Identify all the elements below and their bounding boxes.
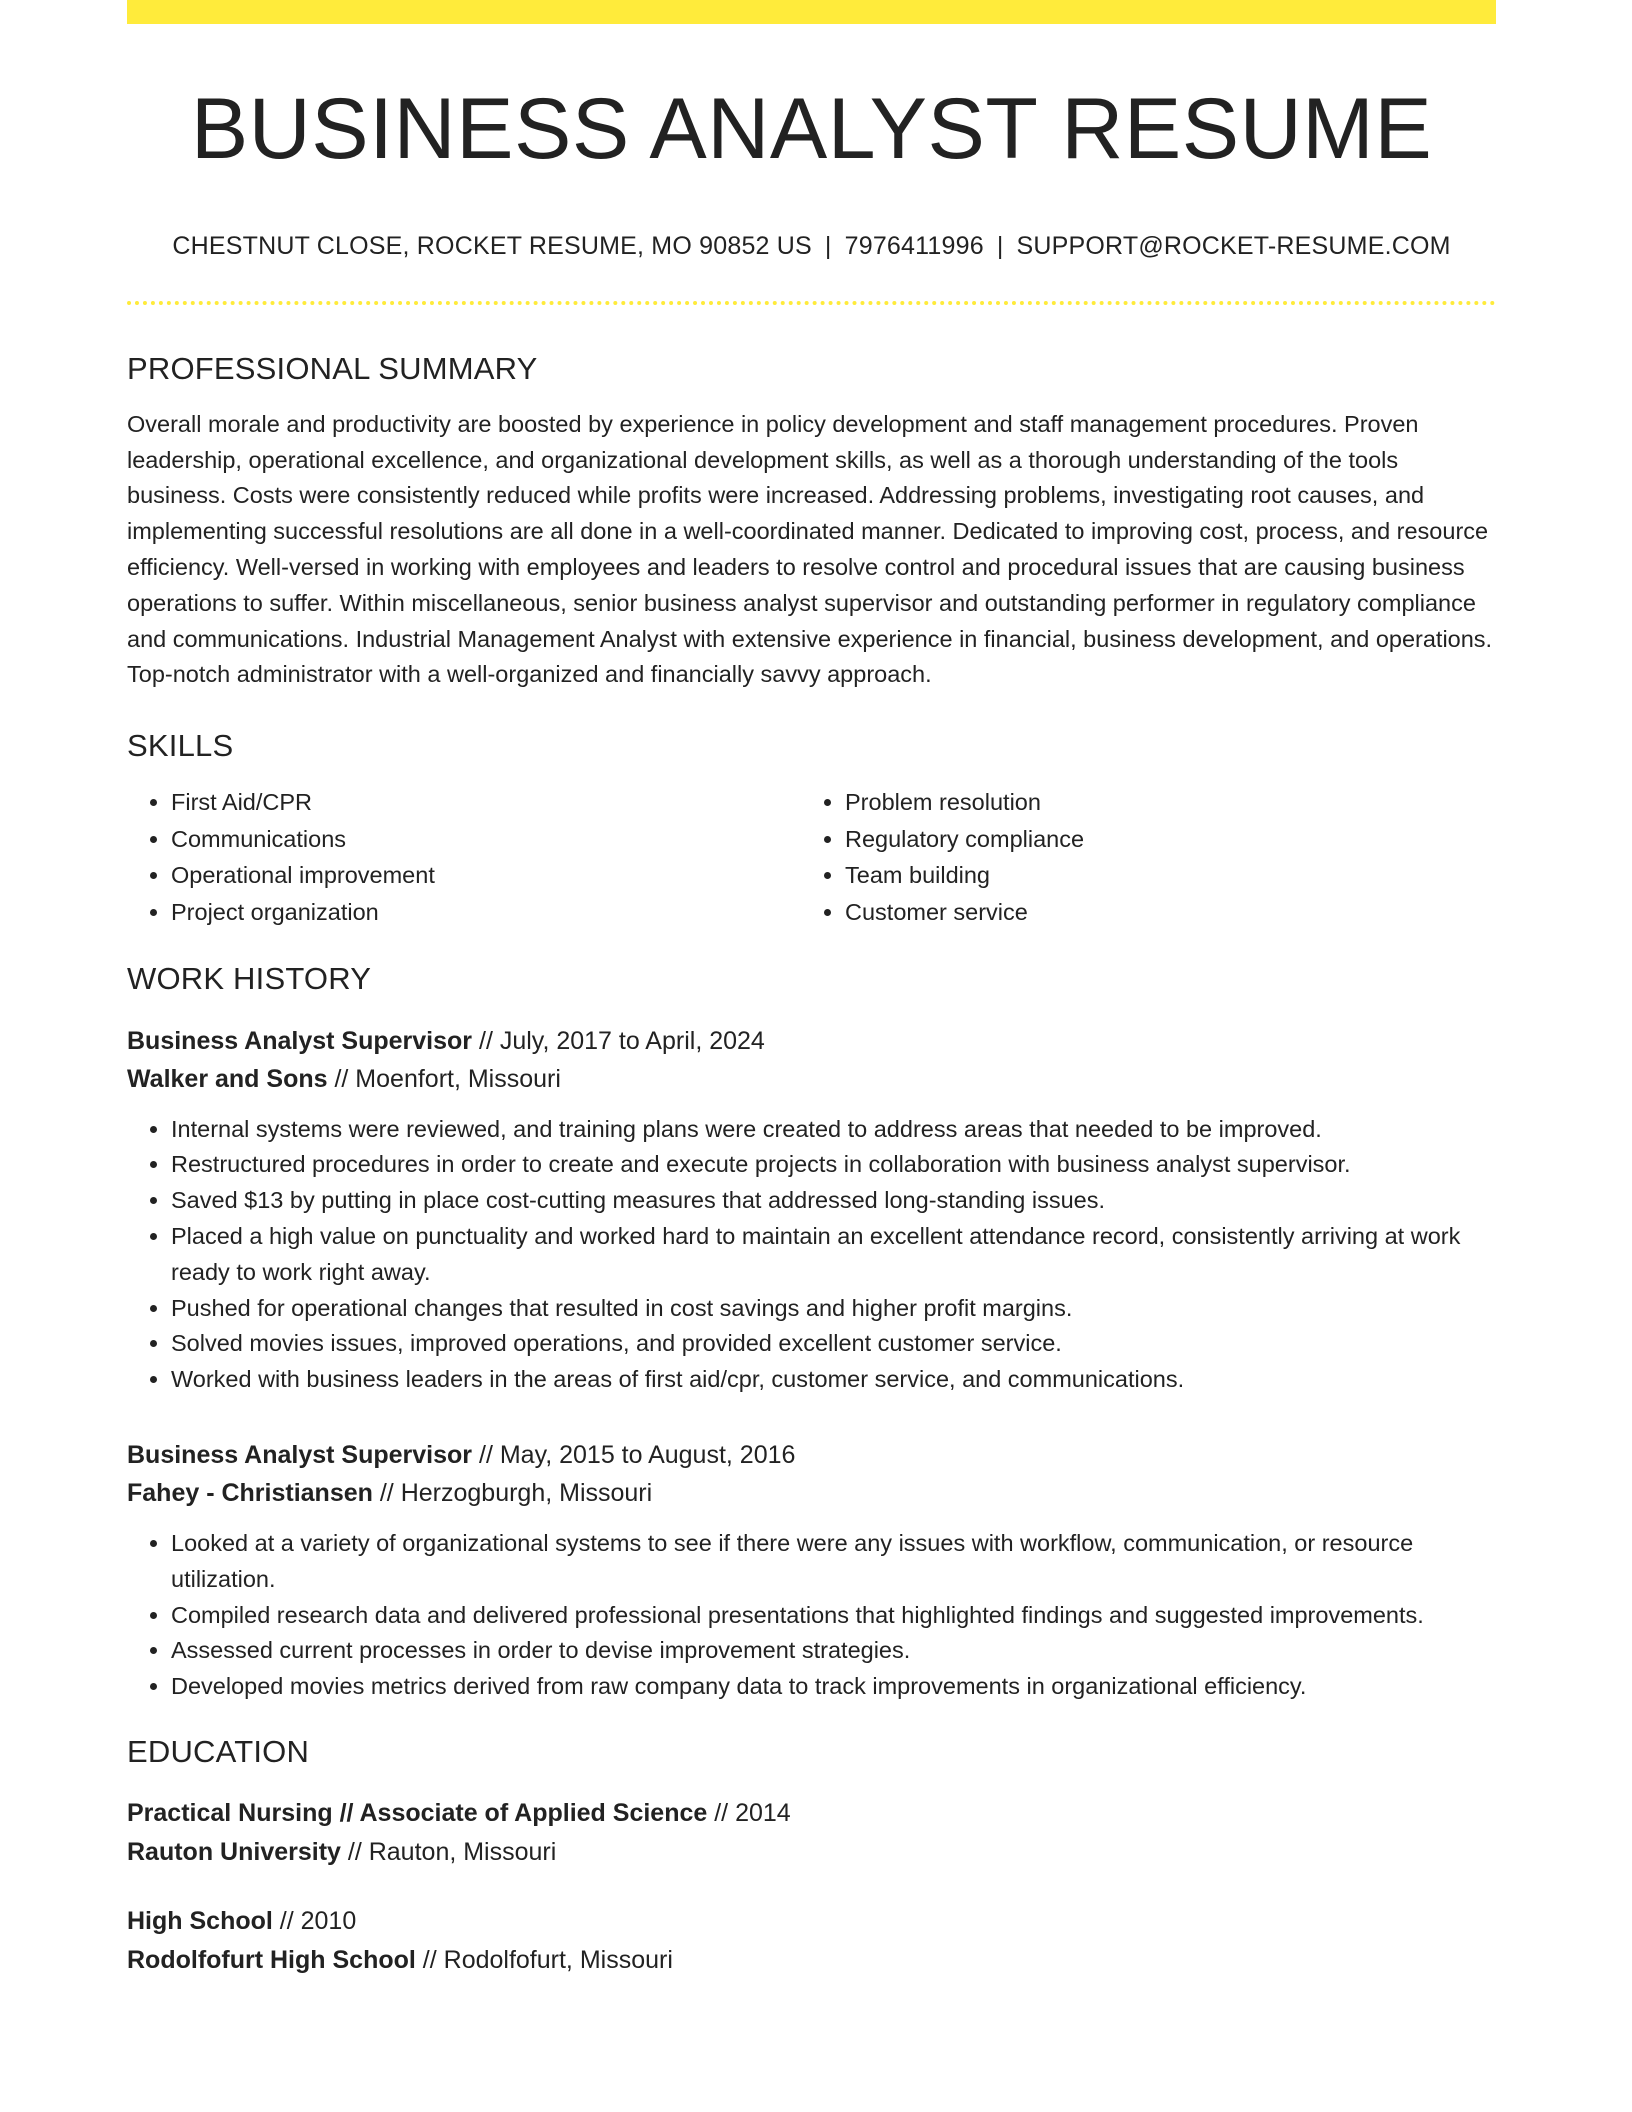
education-location: // Rodolfofurt, Missouri [422,1946,673,1975]
dotted-divider [127,301,1496,305]
contact-email[interactable]: SUPPORT@ROCKET-RESUME.COM [1016,231,1451,260]
job-bullet: • Compiled research data and delivered professional presentations that highlighted findings and suggested improvements. [171,1598,1496,1634]
job-company-line [127,1474,1496,1512]
skills-column-left [127,784,801,930]
education-school-line [127,1941,1496,1980]
skill-item: • Customer service [845,894,1475,931]
job-bullet: • Worked with business leaders in the areas of first aid/cpr, customer service, and communications. [171,1362,1496,1398]
job-bullet: • Internal systems were reviewed, and training plans were created to address areas that needed to be improved. [171,1112,1496,1148]
skill-item: • Project organization [171,894,801,931]
job-bullet: • Placed a high value on punctuality and worked hard to maintain an excellent attendance record, consistently arriving at work ready to work right away. [171,1219,1496,1291]
education-school: Rauton University [127,1838,341,1867]
education-year: // 2010 [279,1907,357,1936]
education-location: // Rauton, Missouri [347,1838,557,1867]
job-bullets [127,1526,1496,1705]
job-bullet: • Developed movies metrics derived from raw company data to track improvements in organizational efficiency. [171,1669,1496,1705]
job-title: Business Analyst Supervisor [127,1026,473,1055]
job-company: Walker and Sons [127,1064,328,1093]
job-company: Fahey - Christiansen [127,1478,373,1507]
skill-item: • Team building [845,857,1475,894]
job-bullet: • Saved $13 by putting in place cost-cutting measures that addressed long-standing issues. [171,1183,1496,1219]
job-title-line [127,1436,1496,1474]
contact-line [127,231,1496,261]
skills-heading: SKILLS [127,728,234,764]
education-degree: Practical Nursing // Associate of Applied Science [127,1799,708,1828]
skill-item: • Problem resolution [845,784,1475,821]
job-title: Business Analyst Supervisor [127,1440,473,1469]
work-history-heading: WORK HISTORY [127,961,372,997]
contact-phone[interactable]: 7976411996 [844,231,984,260]
job-bullet: • Restructured procedures in order to create and execute projects in collaboration with business analyst supervisor. [171,1147,1496,1183]
education-entry [127,1794,1496,1872]
education-year: // 2014 [714,1799,791,1828]
summary-text: Overall morale and productivity are boosted by experience in policy development and staff management procedures. Proven leadership, operational excellence, and organizational development skills, as well as a thorough understanding of the tools business. Costs were consistently reduced while profits were increased. Addressing problems, investigating root causes, and implementing successful resolutions are all done in a well-coordinated manner. Dedicated to improving cost, process, and resource efficiency. Well-versed in working with employees and leaders to resolve control and procedural issues that are causing business operations to suffer. Within miscellaneous, senior business analyst supervisor and outstanding performer in regulatory compliance and communications. Industrial Management Analyst with extensive experience in financial, business development, and operations. Top-notch administrator with a well-organized and financially savvy approach. [127,410,1493,688]
job-dates: // July, 2017 to April, 2024 [479,1026,765,1055]
job-location: // Moenfort, Missouri [334,1064,561,1093]
skills-list [127,784,1496,930]
job-title-line [127,1022,1496,1060]
job-bullet: • Solved movies issues, improved operations, and provided excellent customer service. [171,1326,1496,1362]
education-degree-line [127,1902,1496,1941]
education-school-line [127,1833,1496,1872]
job-entry [127,1022,1496,1398]
education-degree: High School [127,1907,273,1936]
job-bullets [127,1112,1496,1398]
job-bullet: • Pushed for operational changes that resulted in cost savings and higher profit margins. [171,1291,1496,1327]
job-dates: // May, 2015 to August, 2016 [479,1440,796,1469]
skill-item: • First Aid/CPR [171,784,801,821]
education-entry [127,1902,1496,1980]
job-bullet: • Looked at a variety of organizational systems to see if there were any issues with workflow, communication, or resource utilization. [171,1526,1496,1598]
resume-title: BUSINESS ANALYST RESUME [190,81,1433,177]
contact-separator: | [996,231,1004,260]
job-entry [127,1436,1496,1705]
education-heading: EDUCATION [127,1733,310,1769]
job-location: // Herzogburgh, Missouri [379,1478,653,1507]
skill-item: • Operational improvement [171,857,801,894]
resume-page [127,0,1496,1980]
job-company-line [127,1060,1496,1098]
education-degree-line [127,1794,1496,1833]
education-school: Rodolfofurt High School [127,1946,416,1975]
accent-top-bar [127,0,1496,24]
skill-item: • Communications [171,821,801,858]
job-bullet: • Assessed current processes in order to devise improvement strategies. [171,1633,1496,1669]
contact-separator: | [824,231,832,260]
skill-item: • Regulatory compliance [845,821,1475,858]
contact-address: CHESTNUT CLOSE, ROCKET RESUME, MO 90852 US [172,231,812,260]
skills-column-right [801,784,1475,930]
summary-heading: PROFESSIONAL SUMMARY [127,350,538,386]
